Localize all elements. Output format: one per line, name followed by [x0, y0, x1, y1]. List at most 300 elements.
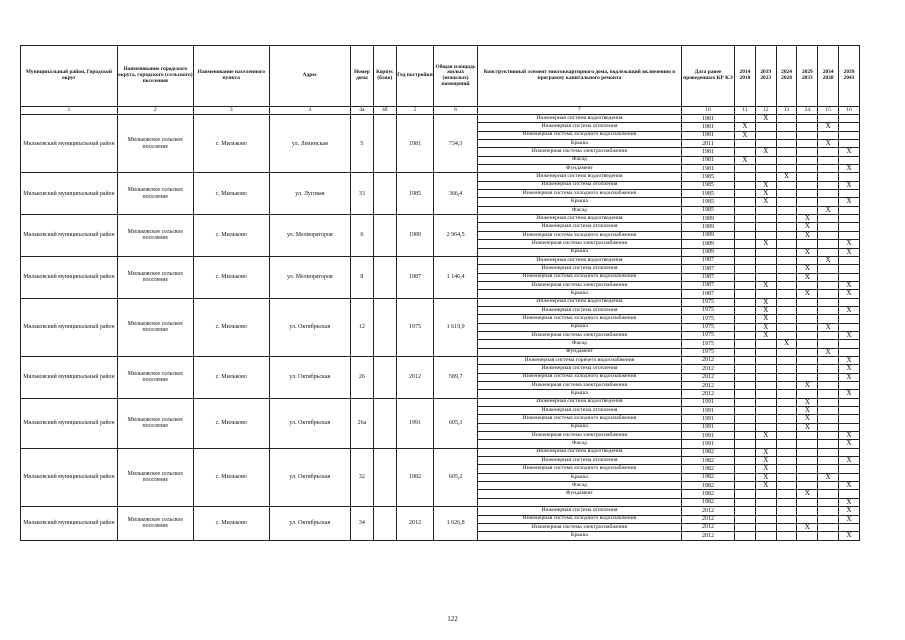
- address-cell: ул. Октябрьская: [269, 356, 350, 398]
- prior-date-cell: 1982: [681, 465, 734, 473]
- period-mark: X: [839, 290, 860, 298]
- prior-date-cell: 1981: [681, 156, 734, 164]
- block-cell: [373, 448, 396, 506]
- area-cell: 1 619,9: [434, 298, 478, 356]
- period-mark: [735, 223, 756, 231]
- period-mark: X: [839, 457, 860, 465]
- prior-date-cell: 1987: [681, 256, 734, 264]
- settlement-cell: Мильковское сельское поселение: [117, 173, 193, 215]
- period-mark: [797, 173, 818, 181]
- element-cell: Инженерная система электроснабжения: [477, 432, 681, 440]
- period-mark: [776, 423, 797, 431]
- period-mark: [735, 490, 756, 498]
- period-mark: [797, 448, 818, 456]
- element-cell: Инженерная система холодного водоснабжения: [477, 231, 681, 239]
- period-mark: [818, 490, 839, 498]
- period-mark: [818, 340, 839, 348]
- period-mark: [776, 190, 797, 198]
- table-row: [21, 173, 860, 181]
- period-mark: [818, 148, 839, 156]
- district-cell: Мильковский муниципальный район: [21, 298, 118, 356]
- period-mark: [797, 140, 818, 148]
- period-mark: X: [755, 457, 776, 465]
- element-cell: Фасад: [477, 340, 681, 348]
- settlement-cell: Мильковское сельское поселение: [117, 356, 193, 398]
- period-mark: X: [818, 123, 839, 131]
- element-cell: Инженерная система холодного водоснабжения: [477, 465, 681, 473]
- period-mark: [818, 398, 839, 406]
- period-mark: [776, 281, 797, 289]
- period-mark: [755, 515, 776, 523]
- period-mark: [755, 356, 776, 364]
- period-mark: [797, 532, 818, 540]
- period-mark: [776, 323, 797, 331]
- header-row: [21, 46, 860, 107]
- period-mark: X: [839, 356, 860, 364]
- settlement-cell: Мильковское сельское поселение: [117, 398, 193, 448]
- element-cell: Крыша: [477, 532, 681, 540]
- period-mark: [755, 231, 776, 239]
- element-cell: Крыша: [477, 248, 681, 256]
- period-mark: [735, 398, 756, 406]
- period-mark: [776, 407, 797, 415]
- period-mark: [755, 215, 776, 223]
- period-mark: [776, 223, 797, 231]
- prior-date-cell: 2012: [681, 507, 734, 515]
- block-cell: [373, 398, 396, 448]
- table-row: [21, 507, 860, 515]
- element-cell: Крыша: [477, 390, 681, 398]
- period-mark: X: [755, 190, 776, 198]
- element-cell: Инженерная система холодного водоснабжения: [477, 515, 681, 523]
- period-mark: [797, 131, 818, 139]
- element-cell: Инженерная система водоотведения: [477, 256, 681, 264]
- period-mark: [776, 248, 797, 256]
- period-mark: [797, 206, 818, 214]
- period-mark: [839, 115, 860, 123]
- period-mark: [776, 215, 797, 223]
- column-number: 4: [269, 107, 350, 115]
- period-mark: X: [797, 382, 818, 390]
- period-mark: [839, 382, 860, 390]
- period-mark: [755, 223, 776, 231]
- house-number-cell: 8: [350, 256, 373, 298]
- element-cell: Инженерная система горячего водоснабжения: [477, 356, 681, 364]
- district-cell: Мильковский муниципальный район: [21, 398, 118, 448]
- period-mark: [755, 273, 776, 281]
- element-cell: Инженерная система электроснабжения: [477, 148, 681, 156]
- district-cell: Мильковский муниципальный район: [21, 115, 118, 173]
- period-mark: [818, 440, 839, 448]
- address-cell: ул. Октябрьская: [269, 298, 350, 356]
- period-mark: [797, 348, 818, 356]
- period-mark: X: [839, 281, 860, 289]
- period-mark: [735, 315, 756, 323]
- period-mark: [735, 115, 756, 123]
- period-mark: X: [797, 523, 818, 531]
- period-mark: X: [755, 315, 776, 323]
- period-mark: [755, 415, 776, 423]
- period-mark: [818, 423, 839, 431]
- period-mark: [839, 131, 860, 139]
- table-row: [21, 356, 860, 364]
- period-mark: [776, 382, 797, 390]
- address-cell: ул. Октябрьская: [269, 398, 350, 448]
- element-cell: Фундамент: [477, 348, 681, 356]
- period-mark: [818, 190, 839, 198]
- address-cell: ул. Мелиораторов: [269, 256, 350, 298]
- prior-date-cell: 1991: [681, 432, 734, 440]
- period-mark: X: [839, 498, 860, 506]
- period-mark: [755, 398, 776, 406]
- period-mark: [797, 440, 818, 448]
- period-mark: [839, 273, 860, 281]
- district-cell: Мильковский муниципальный район: [21, 215, 118, 257]
- period-mark: X: [839, 432, 860, 440]
- period-mark: [755, 373, 776, 381]
- period-mark: [818, 457, 839, 465]
- capital-repair-table: [20, 45, 860, 541]
- year-cell: 1975: [396, 298, 433, 356]
- period-mark: [818, 523, 839, 531]
- period-mark: X: [797, 265, 818, 273]
- period-mark: X: [797, 407, 818, 415]
- prior-date-cell: 1981: [681, 148, 734, 156]
- period-mark: X: [735, 131, 756, 139]
- prior-date-cell: 1991: [681, 440, 734, 448]
- period-mark: [797, 323, 818, 331]
- period-mark: X: [755, 115, 776, 123]
- period-mark: [818, 281, 839, 289]
- year-cell: 1987: [396, 256, 433, 298]
- period-mark: X: [735, 156, 756, 164]
- period-mark: X: [755, 306, 776, 314]
- period-mark: [839, 315, 860, 323]
- period-mark: [818, 515, 839, 523]
- locality-cell: с. Мильково: [193, 215, 269, 257]
- column-number: 16: [839, 107, 860, 115]
- period-mark: [818, 365, 839, 373]
- period-mark: [839, 423, 860, 431]
- header-district: Муниципальный район, Городской округ: [21, 46, 118, 107]
- area-cell: 1 146,4: [434, 256, 478, 298]
- prior-date-cell: 2012: [681, 515, 734, 523]
- period-mark: [776, 123, 797, 131]
- prior-date-cell: 2012: [681, 373, 734, 381]
- period-mark: [735, 206, 756, 214]
- header-address: Адрес: [269, 46, 350, 107]
- prior-date-cell: 1985: [681, 173, 734, 181]
- column-number: 2: [117, 107, 193, 115]
- period-mark: [755, 256, 776, 264]
- period-mark: [776, 473, 797, 481]
- period-mark: [755, 532, 776, 540]
- column-number: 14: [797, 107, 818, 115]
- period-mark: X: [735, 123, 756, 131]
- period-mark: [776, 140, 797, 148]
- prior-date-cell: 2011: [681, 140, 734, 148]
- column-number: 15: [818, 107, 839, 115]
- column-number: 11: [735, 107, 756, 115]
- element-cell: Инженерная система холодного водоснабжения: [477, 131, 681, 139]
- element-cell: Инженерная система отопления: [477, 123, 681, 131]
- period-mark: [776, 348, 797, 356]
- table-body: [21, 115, 860, 541]
- period-mark: [839, 190, 860, 198]
- header-year: Год постройки: [396, 46, 433, 107]
- period-mark: [776, 331, 797, 339]
- header-period-2014: 2014 2018: [735, 46, 756, 107]
- header-period-2039: 2039 2043: [839, 46, 860, 107]
- period-mark: [839, 256, 860, 264]
- period-mark: [735, 407, 756, 415]
- prior-date-cell: 1987: [681, 273, 734, 281]
- settlement-cell: Мильковское сельское поселение: [117, 298, 193, 356]
- house-number-cell: 32: [350, 448, 373, 506]
- column-number: 1: [21, 107, 118, 115]
- period-mark: [776, 390, 797, 398]
- period-mark: [797, 165, 818, 173]
- period-mark: [776, 265, 797, 273]
- period-mark: X: [839, 165, 860, 173]
- period-mark: [797, 432, 818, 440]
- period-mark: [818, 223, 839, 231]
- prior-date-cell: 1981: [681, 165, 734, 173]
- element-cell: Инженерная система холодного водоснабжения: [477, 190, 681, 198]
- header-settlement: Наименование городского округа, городского (сельского) поселения: [117, 46, 193, 107]
- period-mark: [776, 415, 797, 423]
- locality-cell: с. Мильково: [193, 173, 269, 215]
- period-mark: [735, 340, 756, 348]
- period-mark: X: [818, 323, 839, 331]
- period-mark: X: [818, 206, 839, 214]
- period-mark: [776, 240, 797, 248]
- period-mark: [735, 298, 756, 306]
- element-cell: Фундамент: [477, 490, 681, 498]
- period-mark: [818, 198, 839, 206]
- period-mark: X: [839, 306, 860, 314]
- period-mark: [776, 498, 797, 506]
- period-mark: X: [776, 340, 797, 348]
- year-cell: 1981: [396, 115, 433, 173]
- period-mark: [818, 173, 839, 181]
- period-mark: [755, 290, 776, 298]
- element-cell: [477, 498, 681, 506]
- period-mark: [735, 231, 756, 239]
- period-mark: [735, 306, 756, 314]
- header-locality: Наименование населенного пункта: [193, 46, 269, 107]
- period-mark: [818, 465, 839, 473]
- period-mark: [776, 457, 797, 465]
- house-number-cell: 12: [350, 298, 373, 356]
- element-cell: Инженерная система холодного водоснабжения: [477, 373, 681, 381]
- table-row: [21, 398, 860, 406]
- period-mark: [797, 331, 818, 339]
- period-mark: [839, 173, 860, 181]
- prior-date-cell: 1987: [681, 281, 734, 289]
- period-mark: [755, 140, 776, 148]
- period-mark: X: [839, 373, 860, 381]
- period-mark: [735, 181, 756, 189]
- period-mark: [839, 473, 860, 481]
- period-mark: X: [797, 273, 818, 281]
- period-mark: [755, 440, 776, 448]
- period-mark: [776, 198, 797, 206]
- table-row: [21, 115, 860, 123]
- period-mark: [735, 323, 756, 331]
- period-mark: [839, 323, 860, 331]
- period-mark: X: [797, 231, 818, 239]
- period-mark: [797, 198, 818, 206]
- period-mark: [755, 265, 776, 273]
- period-mark: [776, 440, 797, 448]
- element-cell: Инженерная система холодного водоснабжения: [477, 273, 681, 281]
- block-cell: [373, 507, 396, 540]
- period-mark: X: [818, 348, 839, 356]
- period-mark: X: [755, 240, 776, 248]
- year-cell: 2012: [396, 356, 433, 398]
- prior-date-cell: 2012: [681, 365, 734, 373]
- period-mark: X: [818, 256, 839, 264]
- prior-date-cell: 2012: [681, 390, 734, 398]
- period-mark: [818, 231, 839, 239]
- period-mark: [818, 306, 839, 314]
- house-number-cell: 5: [350, 115, 373, 173]
- period-mark: X: [755, 198, 776, 206]
- period-mark: [755, 248, 776, 256]
- area-cell: 605,3: [434, 398, 478, 448]
- period-mark: [797, 356, 818, 364]
- locality-cell: с. Мильково: [193, 298, 269, 356]
- period-mark: [839, 223, 860, 231]
- column-number-row: [21, 107, 860, 115]
- period-mark: [818, 298, 839, 306]
- element-cell: Инженерная система электроснабжения: [477, 382, 681, 390]
- period-mark: [755, 340, 776, 348]
- column-number: 6: [434, 107, 478, 115]
- period-mark: X: [755, 181, 776, 189]
- period-mark: [818, 498, 839, 506]
- prior-date-cell: 1991: [681, 415, 734, 423]
- period-mark: [839, 231, 860, 239]
- locality-cell: с. Мильково: [193, 115, 269, 173]
- element-cell: Инженерная система водоотведения: [477, 215, 681, 223]
- period-mark: [839, 215, 860, 223]
- prior-date-cell: 1991: [681, 398, 734, 406]
- address-cell: ул. Октябрьская: [269, 448, 350, 506]
- address-cell: ул. Мелиораторов: [269, 215, 350, 257]
- element-cell: Инженерная система отопления: [477, 265, 681, 273]
- header-period-2029: 2029 2033: [797, 46, 818, 107]
- period-mark: [735, 440, 756, 448]
- period-mark: [735, 290, 756, 298]
- period-mark: [755, 173, 776, 181]
- element-cell: Инженерная система отопления: [477, 365, 681, 373]
- header-element: Конструктивный элемент многоквартирного дома, подлежащий включению в программу капитального ремонта: [477, 46, 681, 107]
- prior-date-cell: 1975: [681, 306, 734, 314]
- period-mark: [776, 273, 797, 281]
- period-mark: [839, 465, 860, 473]
- period-mark: [797, 240, 818, 248]
- period-mark: X: [818, 473, 839, 481]
- period-mark: [797, 390, 818, 398]
- header-block: Корпус (блок): [373, 46, 396, 107]
- period-mark: [776, 465, 797, 473]
- period-mark: [797, 148, 818, 156]
- period-mark: [797, 115, 818, 123]
- period-mark: [818, 156, 839, 164]
- period-mark: [839, 298, 860, 306]
- prior-date-cell: 1982: [681, 448, 734, 456]
- element-cell: Крыша: [477, 423, 681, 431]
- prior-date-cell: 1982: [681, 473, 734, 481]
- period-mark: [755, 390, 776, 398]
- period-mark: X: [839, 390, 860, 398]
- area-cell: 734,3: [434, 115, 478, 173]
- element-cell: Инженерная система водоотведения: [477, 448, 681, 456]
- element-cell: Фасад: [477, 440, 681, 448]
- period-mark: [797, 365, 818, 373]
- period-mark: [818, 373, 839, 381]
- prior-date-cell: 1989: [681, 240, 734, 248]
- header-period-2024: 2024 2028: [776, 46, 797, 107]
- period-mark: [776, 532, 797, 540]
- period-mark: [755, 498, 776, 506]
- address-cell: ул. Октябрьская: [269, 507, 350, 540]
- prior-date-cell: 1975: [681, 331, 734, 339]
- address-cell: ул. Ленинская: [269, 115, 350, 173]
- period-mark: [735, 415, 756, 423]
- prior-date-cell: 1975: [681, 323, 734, 331]
- period-mark: [735, 473, 756, 481]
- period-mark: [818, 181, 839, 189]
- period-mark: X: [839, 181, 860, 189]
- period-mark: [818, 507, 839, 515]
- year-cell: 1991: [396, 398, 433, 448]
- block-cell: [373, 356, 396, 398]
- column-number: 12: [755, 107, 776, 115]
- element-cell: Инженерная система отопления: [477, 507, 681, 515]
- element-cell: Фундамент: [477, 165, 681, 173]
- block-cell: [373, 215, 396, 257]
- period-mark: [839, 340, 860, 348]
- block-cell: [373, 173, 396, 215]
- period-mark: [839, 448, 860, 456]
- period-mark: [755, 348, 776, 356]
- year-cell: 2012: [396, 507, 433, 540]
- period-mark: [818, 215, 839, 223]
- house-number-cell: 33: [350, 173, 373, 215]
- district-cell: Мильковский муниципальный район: [21, 448, 118, 506]
- period-mark: [797, 156, 818, 164]
- period-mark: [797, 181, 818, 189]
- period-mark: [797, 340, 818, 348]
- period-mark: [735, 523, 756, 531]
- period-mark: [735, 465, 756, 473]
- period-mark: X: [839, 532, 860, 540]
- element-cell: Инженерная система отопления: [477, 407, 681, 415]
- period-mark: [839, 490, 860, 498]
- period-mark: [735, 148, 756, 156]
- period-mark: [776, 507, 797, 515]
- period-mark: [797, 190, 818, 198]
- period-mark: [735, 448, 756, 456]
- page-number: 122: [447, 615, 458, 623]
- element-cell: Фасад: [477, 206, 681, 214]
- period-mark: [776, 131, 797, 139]
- period-mark: [776, 290, 797, 298]
- element-cell: Инженерная система электроснабжения: [477, 331, 681, 339]
